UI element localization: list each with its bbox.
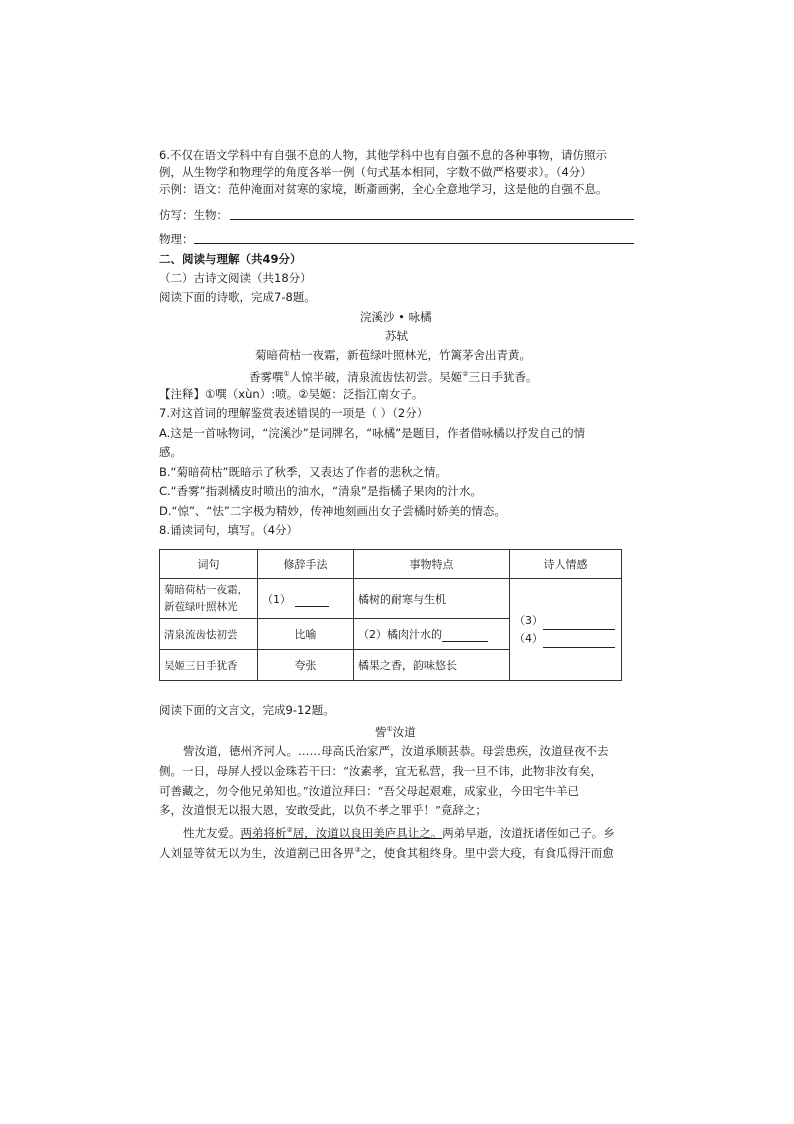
- section-subheading: （二）古诗文阅读（共18分）: [159, 271, 312, 285]
- classical-p1-line1: 訾汝道，德州齐河人。……母高氏治家严，汝道承顺甚恭。母尝患疾，汝道昼夜不去: [183, 744, 609, 758]
- blank-3[interactable]: [543, 617, 615, 630]
- poem-author: 苏轼: [385, 329, 408, 343]
- header-emotion: 诗人情感: [510, 550, 622, 579]
- q8-stem: 8.诵读词句，填写。（4分）: [159, 523, 299, 537]
- row2-sentence: 清泉流齿怯初尝: [160, 619, 258, 650]
- q7-option-c: C.“香雾”指剥橘皮时喷出的油水，“清泉”是指橘子果肉的汁水。: [159, 484, 483, 498]
- row3-sentence: 吴姬三日手犹香: [160, 650, 258, 681]
- q6-example: 示例：语文：范仲淹面对贫寒的家境，断齑画粥，全心全意地学习，这是他的自强不息。: [159, 182, 608, 196]
- classical-title: 訾①汝道: [375, 724, 416, 739]
- emotion-cell: （3） （4）: [510, 579, 622, 681]
- classical-p1-line3: 可善藏之，勿令他兄弟知也。”汝道泣拜曰：“吾父母起艰难，成家业，今田宅牛羊已: [159, 784, 580, 798]
- row2-rhetoric: 比喻: [258, 619, 354, 650]
- header-rhetoric: 修辞手法: [258, 550, 354, 579]
- row2-feature: （2）橘肉汁水的: [354, 619, 510, 650]
- classical-p2-line2: 人刘显等贫无以为生，汝道割己田各畀③之，使食其租终身。里中尝大疫，有食瓜得汗而愈: [159, 845, 614, 860]
- row3-rhetoric: 夸张: [258, 650, 354, 681]
- q6-line2: 例，从生物学和物理学的角度各举一例（句式基本相同，字数不做严格要求）。（4分）: [159, 165, 592, 179]
- physics-answer-line[interactable]: [194, 243, 634, 244]
- q8-table: [159, 549, 622, 681]
- classical-p2-line1: 性尤友爱。两弟将析②居，汝道以良田美庐具让之。两弟早逝，汝道抚诸侄如己子。乡: [183, 825, 615, 840]
- poem-instruction: 阅读下面的诗歌，完成7-8题。: [159, 290, 316, 304]
- row1-sentence: 菊暗荷枯一夜霜， 新苞绿叶照林光: [160, 579, 258, 619]
- blank-2[interactable]: [442, 629, 488, 642]
- blank-4[interactable]: [543, 635, 615, 648]
- section-heading: 二、阅读与理解（共49分）: [159, 252, 302, 266]
- header-sentence: 词句: [160, 550, 258, 579]
- row1-rhetoric: （1）: [258, 579, 354, 619]
- poem-note: 【注释】①噀（xùn）:喷。②吴姬：泛指江南女子。: [159, 387, 424, 401]
- classical-p1-line2: 侧。一日，母屏人授以金珠若干曰：“汝素孝，宜无私营，我一旦不讳，此物非汝有矣，: [159, 764, 602, 778]
- biology-answer-line[interactable]: [230, 219, 634, 220]
- blank-1[interactable]: [295, 594, 329, 607]
- header-feature: 事物特点: [354, 550, 510, 579]
- poem-title: 浣溪沙 • 咏橘: [360, 310, 432, 324]
- biology-label: 仿写：生物：: [159, 208, 228, 222]
- q6-line1: 6.不仅在语文学科中有自强不息的人物，其他学科中也有自强不息的各种事物，请仿照示: [159, 148, 607, 162]
- poem-line-2: 香雾噀①人惊半破，清泉流齿怯初尝。吴姬②三日手犹香。: [249, 369, 538, 384]
- q7-option-a-line1: A.这是一首咏物词，“浣溪沙”是词牌名，“咏橘”是题目，作者借咏橘以抒发自己的情: [159, 426, 586, 440]
- row1-feature: 橘树的耐寒与生机: [354, 579, 510, 619]
- q7-option-d: D.“惊”、“怯”二字极为精妙，传神地刻画出女子尝橘时娇美的情态。: [159, 504, 506, 518]
- physics-label: 物理：: [159, 232, 194, 246]
- underlined-sentence: 两弟将析②居，汝道以良田美庐具让之。: [240, 825, 443, 840]
- classical-instruction: 阅读下面的文言文，完成9-12题。: [159, 703, 335, 717]
- row3-feature: 橘果之香，韵味悠长: [354, 650, 510, 681]
- q7-option-b: B.“菊暗荷枯”既暗示了秋季，又表达了作者的悲秋之情。: [159, 465, 447, 479]
- q7-stem: 7.对这首词的理解鉴赏表述错误的一项是（ ）（2分）: [159, 406, 429, 420]
- classical-p1-line4: 多，汝道恨无以报大恩，安敢受此，以负不孝之罪乎！”竟辞之；: [159, 803, 487, 817]
- poem-line-1: 菊暗荷枯一夜霜，新苞绿叶照林光，竹篱茅舍出青黄。: [255, 348, 531, 362]
- q7-option-a-line2: 感。: [159, 445, 182, 459]
